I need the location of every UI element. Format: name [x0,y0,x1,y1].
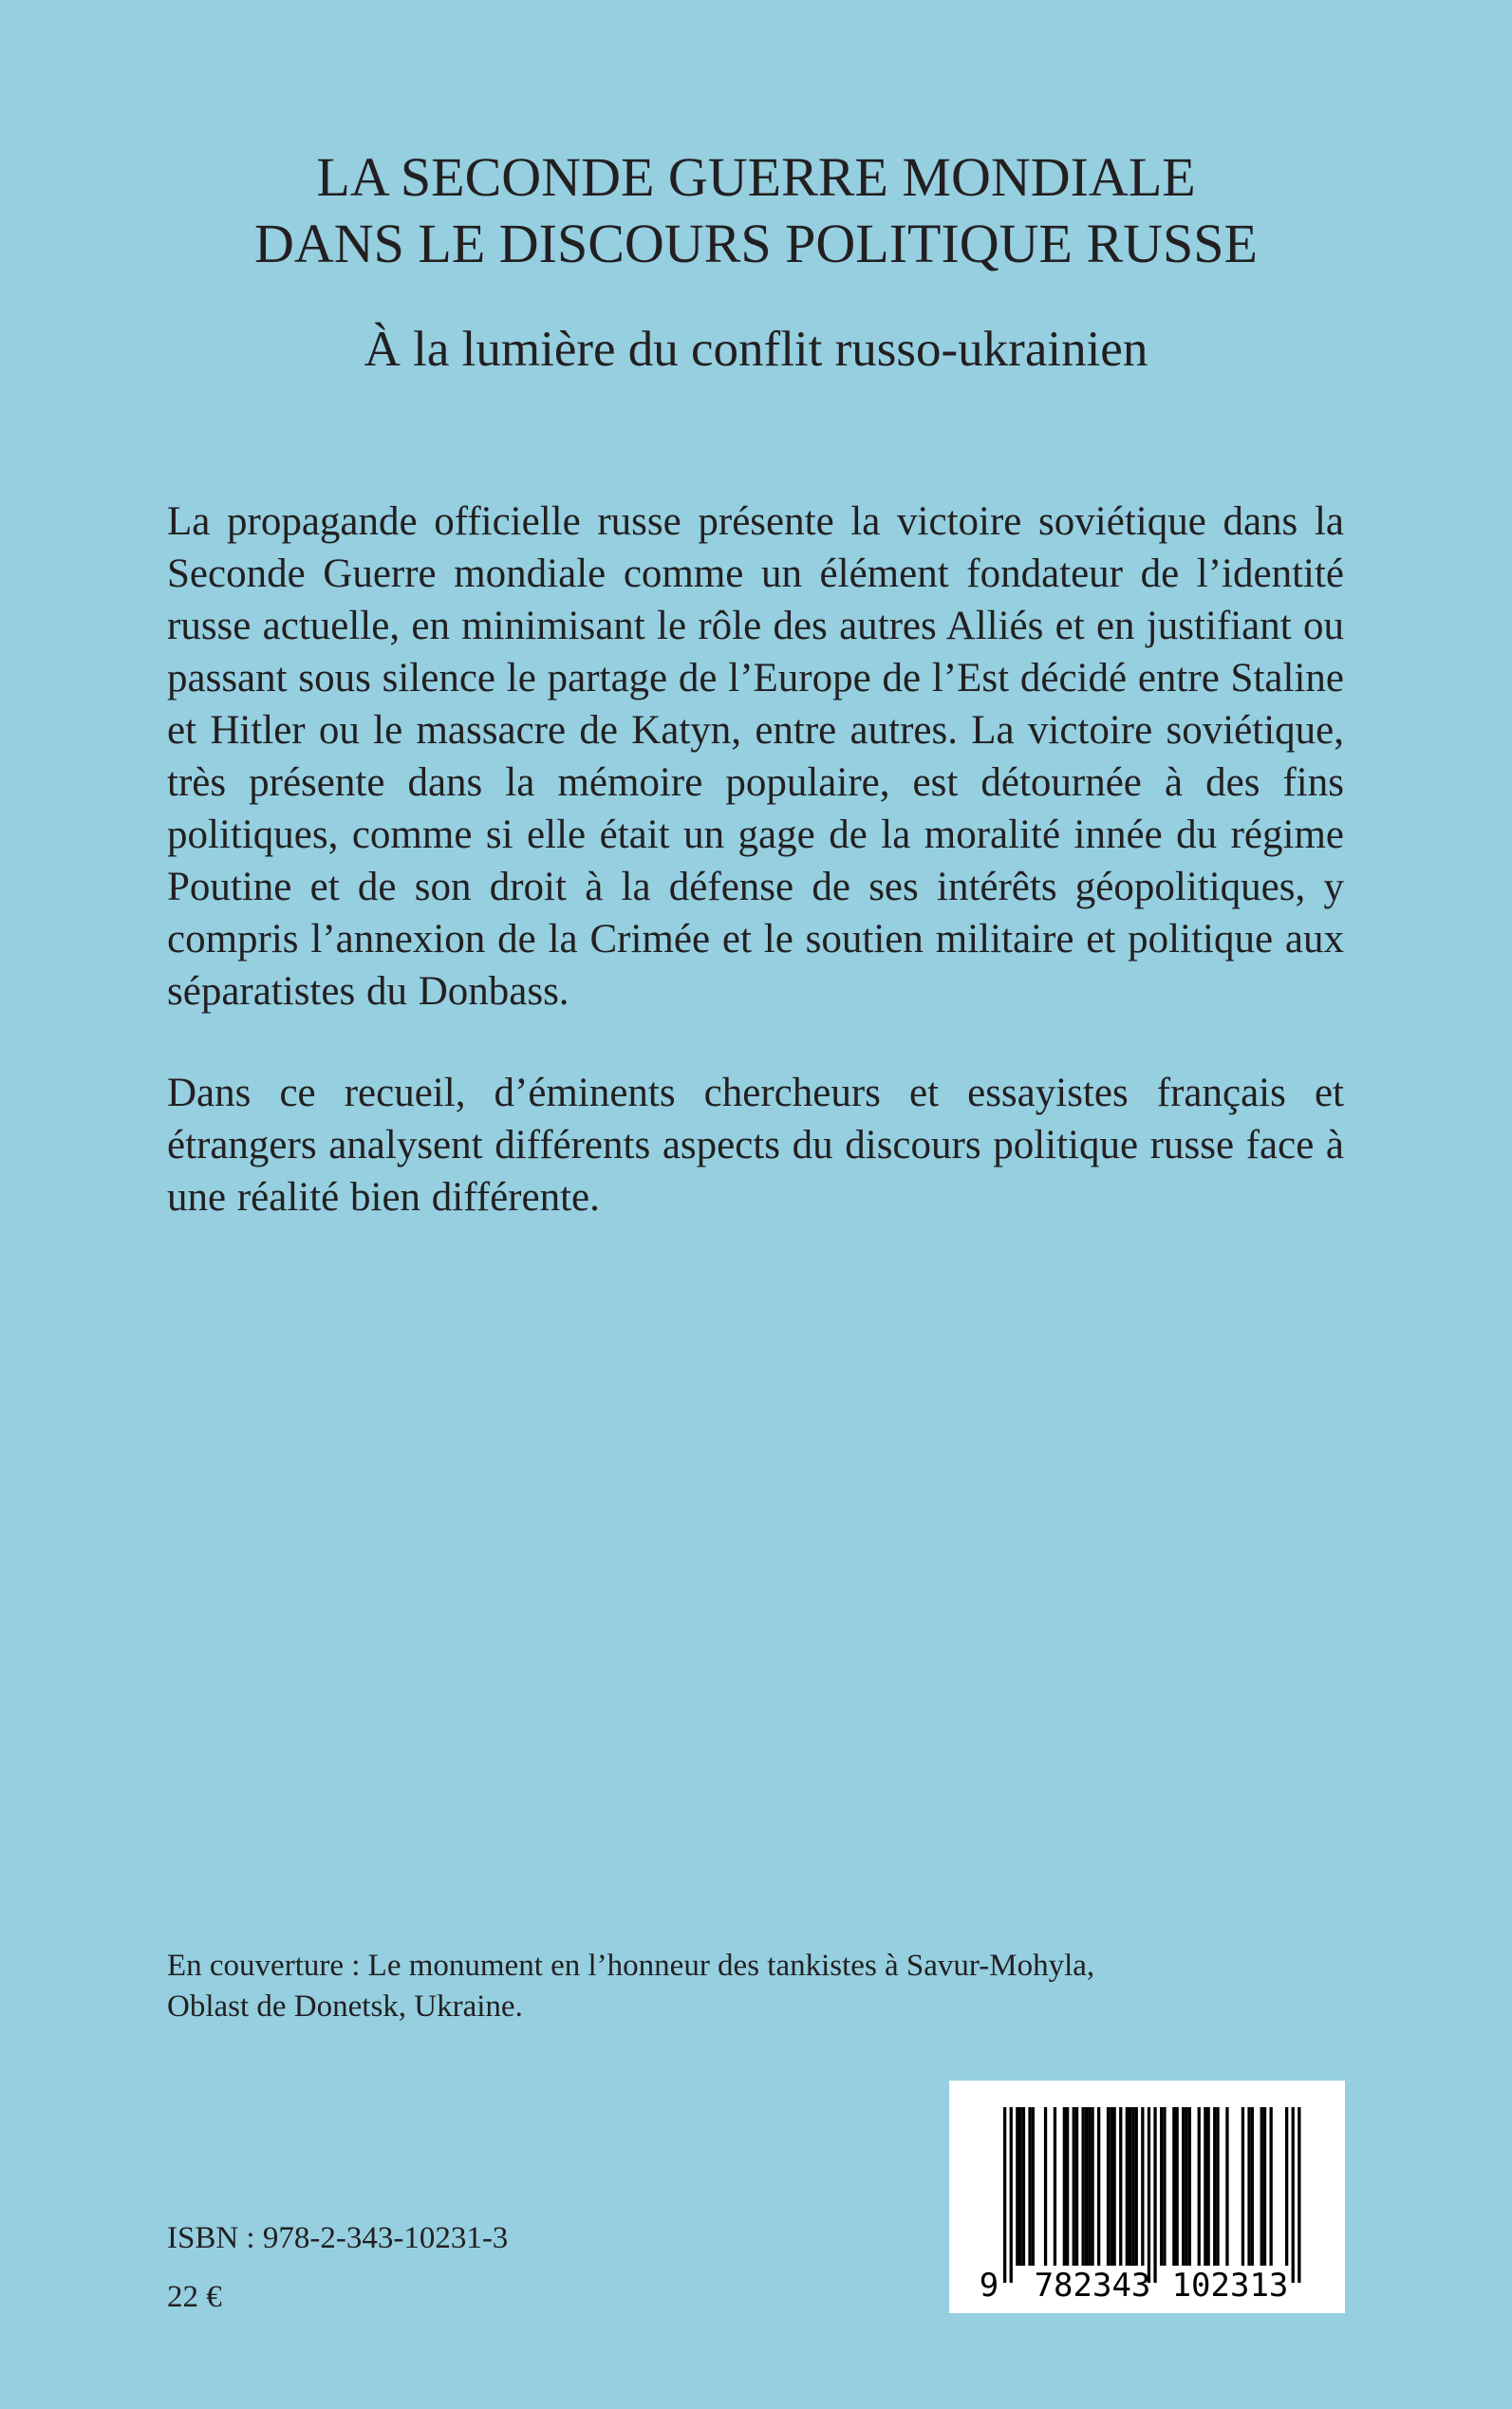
description-paragraph-2: Dans ce recueil, d’éminents chercheurs et essayistes français et étrangers analysent différents aspects du discours politique russe face à une réalité bien différente. [167,1071,1344,1220]
barcode-bar [1263,2107,1266,2266]
barcode-bar [1185,2107,1187,2266]
barcode-bar [1110,2107,1112,2266]
barcode-bar [1160,2107,1163,2266]
barcode [949,2081,1345,2313]
barcode-bar [1066,2107,1069,2266]
barcode-bar [1176,2107,1179,2266]
description [167,495,1344,1273]
barcode-bar [1260,2107,1263,2266]
barcode-bar [1204,2107,1206,2266]
barcode-bar [1131,2107,1134,2266]
barcode-guard-bar [1003,2107,1006,2283]
barcode-bar [1182,2107,1185,2266]
barcode-bar [1188,2107,1191,2266]
barcode-bar [1247,2107,1250,2266]
barcode-bar [1119,2107,1122,2266]
title-line-2: DANS LE DISCOURS POLITIQUE RUSSE [254,213,1258,274]
barcode-bar [1198,2107,1201,2266]
barcode-guard-bar [1153,2107,1156,2283]
subtitle: À la lumière du conflit russo-ukrainien [364,322,1148,377]
barcode-bar [1285,2107,1288,2266]
barcode-guard-bar [1010,2107,1013,2283]
barcode-bar [1113,2107,1116,2266]
barcode-bar [1063,2107,1066,2266]
barcode-bars [1003,2107,1301,2283]
barcode-bar [1016,2107,1018,2266]
cover-credit-line-2: Oblast de Donetsk, Ukraine. [167,1989,523,2024]
barcode-bar [1082,2107,1085,2266]
title-line-1: LA SECONDE GUERRE MONDIALE [316,146,1196,208]
barcode-bar [1032,2107,1035,2266]
price: 22 € [167,2280,222,2314]
barcode-bar [1028,2107,1031,2266]
description-paragraph-1: La propagande officielle russe présente la victoire soviétique dans la Seconde Guerre mondiale comme un élément fondateur de l’identité russe actuelle, en minimisant le rôle des autres Alliés et en justifiant ou passant sous silence le partage de l’Europe de l’Est décidé entre Staline et Hitler ou le massacre de Katyn, entre autres. La victoire soviétique, très présente dans la mémoire populaire, est détournée à des fins politiques, comme si elle était un gage de la moralité innée du régime Poutine et de son droit à la défense de ses intérêts géopolitiques, y compris l’annexion de la Crimée et le soutien militaire et politique aux séparatistes du Donbass. [167,499,1344,1014]
barcode-bar [1135,2107,1138,2266]
barcode-bar [1241,2107,1244,2266]
cover-credit-line-1: En couverture : Le monument en l’honneur des tankistes à Savur-Mohyla, [167,1949,1095,1983]
isbn: ISBN : 978-2-343-10231-3 [167,2221,509,2255]
barcode-bar [1163,2107,1166,2266]
barcode-graphic [949,2081,1345,2313]
barcode-bar [1126,2107,1129,2266]
barcode-bar [1085,2107,1088,2266]
barcode-bar [1172,2107,1175,2266]
barcode-bar [1091,2107,1093,2266]
barcode-bar [1270,2107,1273,2266]
barcode-bar [1213,2107,1216,2266]
barcode-guard-bar [1148,2107,1150,2283]
barcode-guard-bar [1297,2107,1300,2283]
barcode-bar [1207,2107,1210,2266]
barcode-bar [1107,2107,1110,2266]
barcode-bar [1073,2107,1075,2266]
barcode-bar [1022,2107,1025,2266]
barcode-bar [1044,2107,1047,2266]
barcode-bar [1097,2107,1100,2266]
barcode-bar [1075,2107,1078,2266]
barcode-first-digit: 9 [979,2267,999,2305]
barcode-right-digits: 102313 [1171,2267,1289,2305]
barcode-bar [1088,2107,1091,2266]
barcode-bar [1019,2107,1022,2266]
barcode-left-digits: 782343 [1034,2267,1151,2305]
barcode-bar [1216,2107,1219,2266]
barcode-bar [1129,2107,1131,2266]
title-block [0,144,1512,277]
barcode-bar [1225,2107,1228,2266]
barcode-bar [1141,2107,1144,2266]
barcode-bar [1251,2107,1254,2266]
barcode-guard-bar [1292,2107,1295,2283]
barcode-bar [1054,2107,1056,2266]
cover-credit [167,1946,1344,2027]
